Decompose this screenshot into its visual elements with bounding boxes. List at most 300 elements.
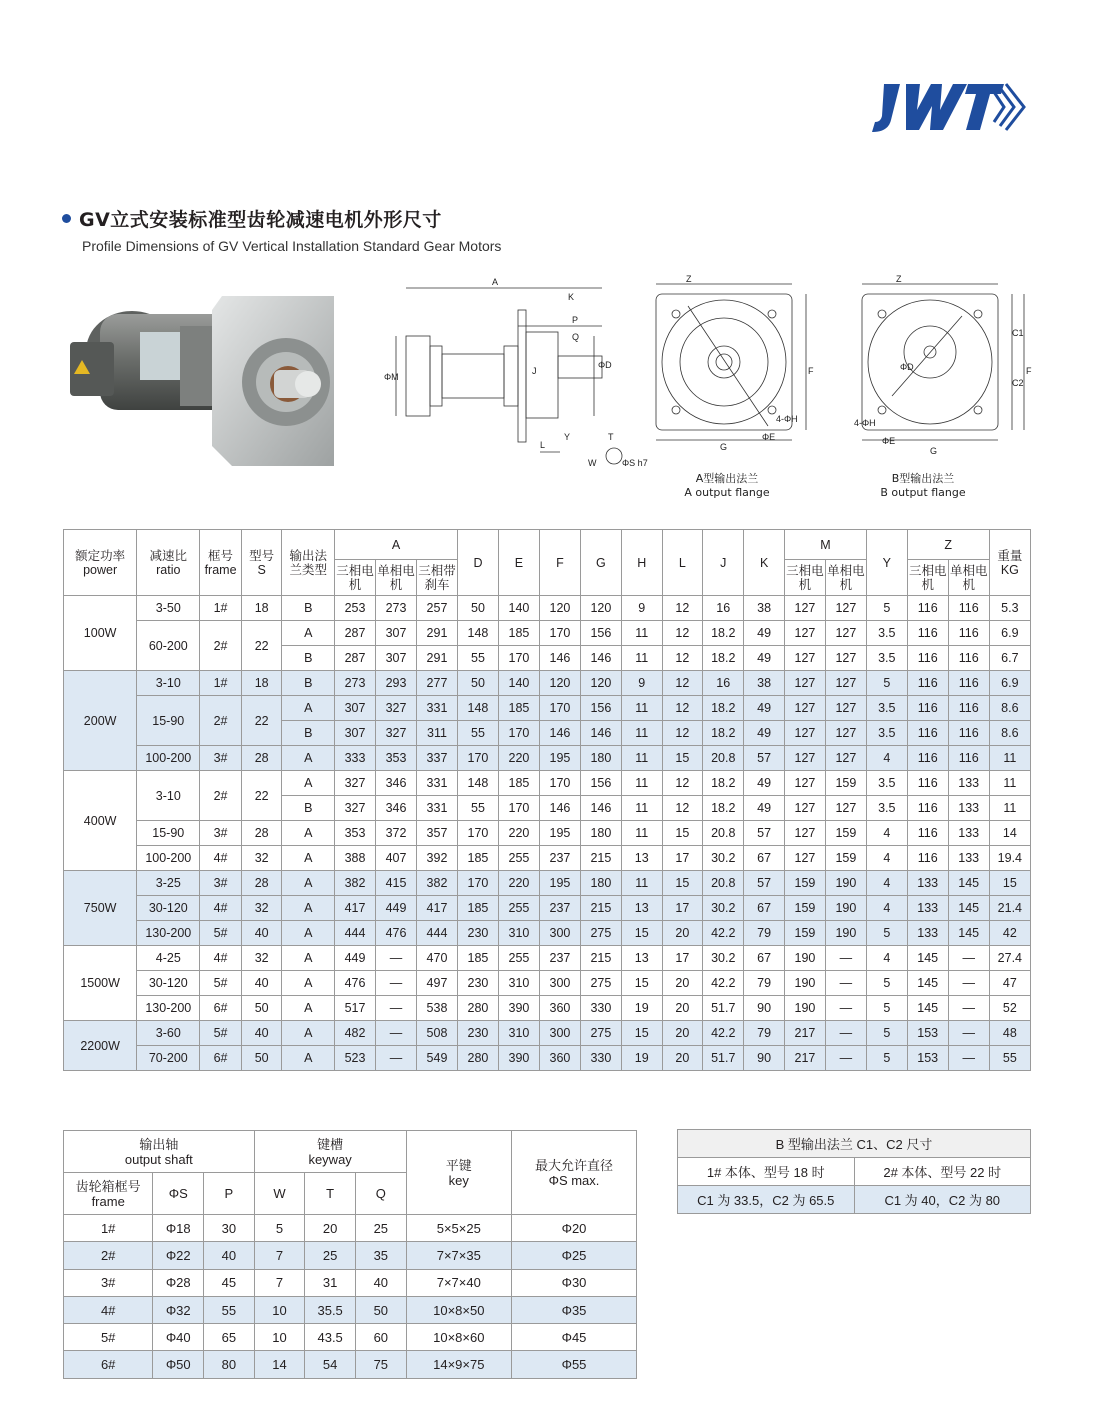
table-cell: —	[948, 1046, 989, 1071]
table-cell: 1#	[200, 596, 242, 621]
header-frame: 框号 frame	[200, 530, 242, 596]
table-cell: 4	[866, 946, 907, 971]
flange-table-val2: C1 为 40，C2 为 80	[854, 1186, 1031, 1214]
table-cell: 55	[204, 1296, 255, 1323]
table-cell: —	[825, 971, 866, 996]
table-cell: A	[282, 971, 335, 996]
table-cell: 449	[335, 946, 376, 971]
table-cell: 52	[989, 996, 1030, 1021]
table-cell: 5#	[200, 1021, 242, 1046]
table-cell: 116	[948, 621, 989, 646]
svg-text:4-ΦH: 4-ΦH	[776, 414, 798, 424]
table-cell: 79	[744, 971, 785, 996]
table-cell: 190	[784, 971, 825, 996]
table-cell: 127	[825, 796, 866, 821]
table-cell: 13	[621, 896, 662, 921]
table-cell: 170	[539, 621, 580, 646]
table-cell: 57	[744, 821, 785, 846]
svg-text:F: F	[808, 366, 814, 376]
table-cell: 148	[457, 696, 498, 721]
a-flange-caption-en: A output flange	[684, 486, 770, 499]
table-cell: 60	[356, 1324, 407, 1351]
header-K: K	[744, 530, 785, 596]
table-cell: 49	[744, 696, 785, 721]
table-cell: 190	[825, 871, 866, 896]
table-cell: 11	[989, 746, 1030, 771]
table-cell: 127	[784, 796, 825, 821]
table-cell: 127	[825, 671, 866, 696]
table-cell: 49	[744, 796, 785, 821]
table-cell: 25	[356, 1215, 407, 1242]
table-cell: 30.2	[703, 896, 744, 921]
table-cell: 2#	[200, 621, 242, 671]
table-cell: 10	[254, 1296, 305, 1323]
table-cell: 38	[744, 671, 785, 696]
table-cell: 257	[416, 596, 457, 621]
table-cell: 28	[241, 871, 282, 896]
table-cell: 3.5	[866, 621, 907, 646]
table-cell: 18.2	[703, 696, 744, 721]
svg-text:ΦS h7: ΦS h7	[622, 458, 648, 468]
table-cell: 3#	[200, 746, 242, 771]
table-cell: —	[948, 996, 989, 1021]
table-cell: 28	[241, 821, 282, 846]
table-cell: 4#	[200, 946, 242, 971]
table-cell: 20.8	[703, 871, 744, 896]
table-cell: 331	[416, 771, 457, 796]
table-cell: 3.5	[866, 696, 907, 721]
table-cell: 12	[662, 671, 703, 696]
table-cell: 449	[376, 896, 417, 921]
svg-text:A: A	[492, 277, 499, 287]
table-cell: 100-200	[137, 746, 200, 771]
table-cell: Φ35	[512, 1296, 637, 1323]
table-cell: 16	[703, 596, 744, 621]
table-cell: 4-25	[137, 946, 200, 971]
table-cell: 237	[539, 946, 580, 971]
table-cell: 43.5	[305, 1324, 356, 1351]
table-cell: 11	[621, 621, 662, 646]
power-cell: 1500W	[64, 946, 137, 1021]
table-cell: 22	[241, 696, 282, 746]
table-cell: 25	[305, 1242, 356, 1269]
table-row	[64, 671, 1031, 696]
header-power: 额定功率 power	[64, 530, 137, 596]
table-cell: 116	[907, 696, 948, 721]
table-cell: A	[282, 896, 335, 921]
table-cell: 40	[241, 1021, 282, 1046]
table-cell: 360	[539, 1046, 580, 1071]
header-L: L	[662, 530, 703, 596]
table-cell: 287	[335, 621, 376, 646]
table-cell: Φ20	[512, 1215, 637, 1242]
table-cell: 57	[744, 746, 785, 771]
table-cell: 6.9	[989, 621, 1030, 646]
header-J: J	[703, 530, 744, 596]
header-max-diameter: 最大允许直径 ΦS max.	[512, 1131, 637, 1215]
table-cell: 159	[784, 896, 825, 921]
table-cell: 300	[539, 921, 580, 946]
flange-table-col1: 1# 本体、型号 18 时	[678, 1158, 855, 1186]
table-cell: 4#	[64, 1296, 153, 1323]
table-cell: 17	[662, 846, 703, 871]
table-cell: 382	[416, 871, 457, 896]
table-cell: 11	[621, 696, 662, 721]
table-cell: 331	[416, 696, 457, 721]
table-cell: 32	[241, 946, 282, 971]
table-cell: 12	[662, 721, 703, 746]
table-row	[64, 846, 1031, 871]
table-cell: 116	[948, 746, 989, 771]
table-row	[64, 1296, 637, 1323]
table-cell: 3#	[200, 821, 242, 846]
table-cell: 127	[825, 596, 866, 621]
table-cell: 2#	[200, 771, 242, 821]
table-cell: 180	[580, 746, 621, 771]
table-cell: 127	[825, 696, 866, 721]
flange-table-title: B 型输出法兰 C1、C2 尺寸	[678, 1130, 1031, 1158]
table-cell: 185	[498, 696, 539, 721]
table-cell: 1#	[64, 1215, 153, 1242]
table-row	[64, 1269, 637, 1296]
header-shaft-diameter: ΦS	[153, 1173, 204, 1215]
svg-text:J: J	[532, 366, 537, 376]
table-cell: 5#	[200, 971, 242, 996]
table-cell: A	[282, 996, 335, 1021]
table-cell: 277	[416, 671, 457, 696]
table-cell: Φ55	[512, 1351, 637, 1378]
header-flange-type: 输出法兰类型	[282, 530, 335, 596]
table-cell: 156	[580, 696, 621, 721]
table-cell: 12	[662, 796, 703, 821]
table-cell: 145	[948, 921, 989, 946]
table-cell: 470	[416, 946, 457, 971]
table-cell: 20	[662, 996, 703, 1021]
table-cell: 327	[376, 721, 417, 746]
table-cell: 538	[416, 996, 457, 1021]
table-cell: 18.2	[703, 621, 744, 646]
table-cell: 49	[744, 646, 785, 671]
table-cell: 133	[948, 821, 989, 846]
b-flange-caption	[860, 472, 986, 500]
table-cell: 116	[907, 721, 948, 746]
table-row	[64, 996, 1031, 1021]
table-cell: Φ28	[153, 1269, 204, 1296]
header-shaft-p: P	[204, 1173, 255, 1215]
table-cell: 159	[784, 871, 825, 896]
power-cell: 2200W	[64, 1021, 137, 1071]
table-cell: 170	[498, 796, 539, 821]
table-cell: 331	[416, 796, 457, 821]
dimension-table	[63, 529, 1031, 1071]
table-cell: 190	[825, 896, 866, 921]
table-cell: 145	[907, 996, 948, 1021]
output-shaft-table	[63, 1130, 637, 1379]
svg-text:C1: C1	[1012, 328, 1024, 338]
table-cell: 388	[335, 846, 376, 871]
table-cell: 5.3	[989, 596, 1030, 621]
table-cell: —	[376, 996, 417, 1021]
table-cell: 127	[825, 721, 866, 746]
table-cell: 20	[662, 1046, 703, 1071]
table-cell: 217	[784, 1021, 825, 1046]
svg-text:G: G	[720, 442, 728, 452]
table-cell: 310	[498, 971, 539, 996]
table-cell: 30.2	[703, 846, 744, 871]
table-cell: 185	[457, 946, 498, 971]
table-cell: 215	[580, 946, 621, 971]
header-G: G	[580, 530, 621, 596]
svg-text:T: T	[608, 432, 614, 442]
table-cell: 346	[376, 771, 417, 796]
table-cell: B	[282, 796, 335, 821]
table-cell: 444	[335, 921, 376, 946]
table-cell: 140	[498, 596, 539, 621]
table-cell: 291	[416, 646, 457, 671]
table-cell: 12	[662, 696, 703, 721]
table-cell: 15	[662, 746, 703, 771]
table-cell: 55	[457, 646, 498, 671]
table-cell: 11	[621, 796, 662, 821]
table-cell: 40	[241, 921, 282, 946]
b-flange-c1-c2-table	[677, 1129, 1031, 1214]
table-cell: 255	[498, 896, 539, 921]
table-cell: —	[825, 996, 866, 1021]
table-cell: —	[376, 1021, 417, 1046]
table-cell: 4	[866, 896, 907, 921]
table-cell: 14×9×75	[406, 1351, 511, 1378]
header-A-three-phase: 三相电机	[335, 560, 376, 596]
table-row	[64, 696, 1031, 721]
table-cell: 159	[825, 821, 866, 846]
table-cell: 18.2	[703, 721, 744, 746]
table-cell: 185	[457, 846, 498, 871]
table-cell: 6.9	[989, 671, 1030, 696]
svg-text:G: G	[930, 446, 938, 456]
header-Z-three-phase: 三相电机	[907, 560, 948, 596]
dimension-table-body	[64, 596, 1031, 1071]
table-cell: 133	[907, 896, 948, 921]
flange-table-val1: C1 为 33.5，C2 为 65.5	[678, 1186, 855, 1214]
table-cell: 20	[662, 971, 703, 996]
table-cell: A	[282, 871, 335, 896]
table-cell: 145	[907, 946, 948, 971]
header-A-single-phase: 单相电机	[376, 560, 417, 596]
table-cell: 280	[457, 996, 498, 1021]
table-cell: 30	[204, 1215, 255, 1242]
table-cell: 5	[866, 1021, 907, 1046]
table-cell: —	[948, 946, 989, 971]
table-cell: 307	[376, 646, 417, 671]
table-cell: 60-200	[137, 621, 200, 671]
table-cell: 15	[989, 871, 1030, 896]
table-cell: 49	[744, 621, 785, 646]
table-cell: 3.5	[866, 646, 907, 671]
table-row	[64, 971, 1031, 996]
table-cell: 127	[825, 746, 866, 771]
table-cell: 311	[416, 721, 457, 746]
table-cell: 67	[744, 846, 785, 871]
header-gearbox-frame: 齿轮箱框号 frame	[64, 1173, 153, 1215]
header-key: 平键 key	[406, 1131, 511, 1215]
table-cell: 170	[457, 746, 498, 771]
bullet-icon	[62, 214, 71, 223]
table-cell: 75	[356, 1351, 407, 1378]
header-Y: Y	[866, 530, 907, 596]
table-cell: 159	[825, 846, 866, 871]
table-cell: A	[282, 821, 335, 846]
table-cell: 180	[580, 871, 621, 896]
header-keyway-t: T	[305, 1173, 356, 1215]
table-cell: 3.5	[866, 771, 907, 796]
table-cell: 230	[457, 1021, 498, 1046]
table-cell: 130-200	[137, 921, 200, 946]
table-cell: 22	[241, 621, 282, 671]
table-cell: 307	[376, 621, 417, 646]
a-flange-caption	[664, 472, 790, 500]
header-output-shaft: 输出轴 output shaft	[64, 1131, 255, 1173]
table-cell: 372	[376, 821, 417, 846]
table-cell: 310	[498, 921, 539, 946]
table-cell: 55	[989, 1046, 1030, 1071]
header-M-single-phase: 单相电机	[825, 560, 866, 596]
table-cell: 476	[335, 971, 376, 996]
table-cell: —	[376, 971, 417, 996]
table-row	[64, 1324, 637, 1351]
table-row	[64, 621, 1031, 646]
header-H: H	[621, 530, 662, 596]
table-cell: 116	[907, 746, 948, 771]
table-cell: 476	[376, 921, 417, 946]
table-cell: —	[825, 1021, 866, 1046]
table-cell: 237	[539, 846, 580, 871]
table-cell: 5	[866, 1046, 907, 1071]
table-cell: 9	[621, 596, 662, 621]
table-cell: 333	[335, 746, 376, 771]
table-cell: 50	[457, 671, 498, 696]
table-cell: 127	[784, 671, 825, 696]
header-keyway: 键槽 keyway	[254, 1131, 406, 1173]
table-cell: 190	[825, 921, 866, 946]
table-cell: 27.4	[989, 946, 1030, 971]
table-cell: A	[282, 621, 335, 646]
table-cell: Φ40	[153, 1324, 204, 1351]
table-cell: 307	[335, 721, 376, 746]
table-cell: —	[948, 971, 989, 996]
table-cell: 215	[580, 896, 621, 921]
table-cell: 146	[580, 646, 621, 671]
table-cell: 49	[744, 771, 785, 796]
table-cell: 190	[784, 946, 825, 971]
table-cell: 8.6	[989, 721, 1030, 746]
table-cell: 307	[335, 696, 376, 721]
table-cell: 327	[335, 796, 376, 821]
table-cell: 90	[744, 1046, 785, 1071]
table-cell: 55	[457, 721, 498, 746]
table-cell: 116	[907, 821, 948, 846]
table-cell: 20.8	[703, 746, 744, 771]
table-cell: 353	[376, 746, 417, 771]
table-cell: 11	[621, 746, 662, 771]
table-cell: 3-10	[137, 771, 200, 821]
table-cell: 3-60	[137, 1021, 200, 1046]
header-keyway-w: W	[254, 1173, 305, 1215]
table-cell: 215	[580, 846, 621, 871]
table-cell: B	[282, 646, 335, 671]
table-cell: 3-25	[137, 871, 200, 896]
table-cell: 57	[744, 871, 785, 896]
table-cell: 337	[416, 746, 457, 771]
table-cell: 120	[539, 671, 580, 696]
table-cell: 30-120	[137, 971, 200, 996]
table-cell: 50	[241, 996, 282, 1021]
table-cell: 417	[335, 896, 376, 921]
table-cell: 11	[621, 871, 662, 896]
table-cell: 5	[866, 671, 907, 696]
table-cell: 353	[335, 821, 376, 846]
table-cell: 7×7×40	[406, 1269, 511, 1296]
table-cell: 275	[580, 1021, 621, 1046]
table-cell: 145	[948, 896, 989, 921]
table-cell: 159	[825, 771, 866, 796]
table-cell: 120	[580, 596, 621, 621]
table-cell: 357	[416, 821, 457, 846]
table-cell: 523	[335, 1046, 376, 1071]
table-cell: 133	[948, 846, 989, 871]
table-cell: 127	[784, 721, 825, 746]
table-cell: 195	[539, 746, 580, 771]
table-cell: 170	[539, 696, 580, 721]
table-cell: 28	[241, 746, 282, 771]
table-cell: Φ30	[512, 1269, 637, 1296]
table-cell: 156	[580, 771, 621, 796]
table-cell: 3-50	[137, 596, 200, 621]
table-cell: 11	[989, 771, 1030, 796]
table-cell: 6#	[200, 1046, 242, 1071]
table-cell: 5	[254, 1215, 305, 1242]
table-cell: 48	[989, 1021, 1030, 1046]
table-cell: 360	[539, 996, 580, 1021]
table-cell: 127	[784, 821, 825, 846]
table-cell: 51.7	[703, 1046, 744, 1071]
table-cell: 170	[539, 771, 580, 796]
header-M: M	[784, 530, 866, 560]
table-cell: 253	[335, 596, 376, 621]
table-cell: 517	[335, 996, 376, 1021]
table-cell: 90	[744, 996, 785, 1021]
table-cell: 145	[948, 871, 989, 896]
table-cell: 42	[989, 921, 1030, 946]
header-ratio: 减速比 ratio	[137, 530, 200, 596]
table-cell: 255	[498, 946, 539, 971]
table-cell: 3.5	[866, 721, 907, 746]
power-cell: 200W	[64, 671, 137, 771]
table-cell: 14	[254, 1351, 305, 1378]
table-cell: 287	[335, 646, 376, 671]
table-cell: A	[282, 1046, 335, 1071]
table-cell: 153	[907, 1046, 948, 1071]
table-cell: 3#	[64, 1269, 153, 1296]
table-cell: 116	[948, 671, 989, 696]
table-cell: 330	[580, 996, 621, 1021]
table-cell: 22	[241, 771, 282, 821]
table-cell: 116	[948, 646, 989, 671]
table-cell: 67	[744, 946, 785, 971]
table-cell: 11	[621, 771, 662, 796]
table-cell: 11	[621, 646, 662, 671]
table-cell: 40	[356, 1269, 407, 1296]
table-cell: 30.2	[703, 946, 744, 971]
